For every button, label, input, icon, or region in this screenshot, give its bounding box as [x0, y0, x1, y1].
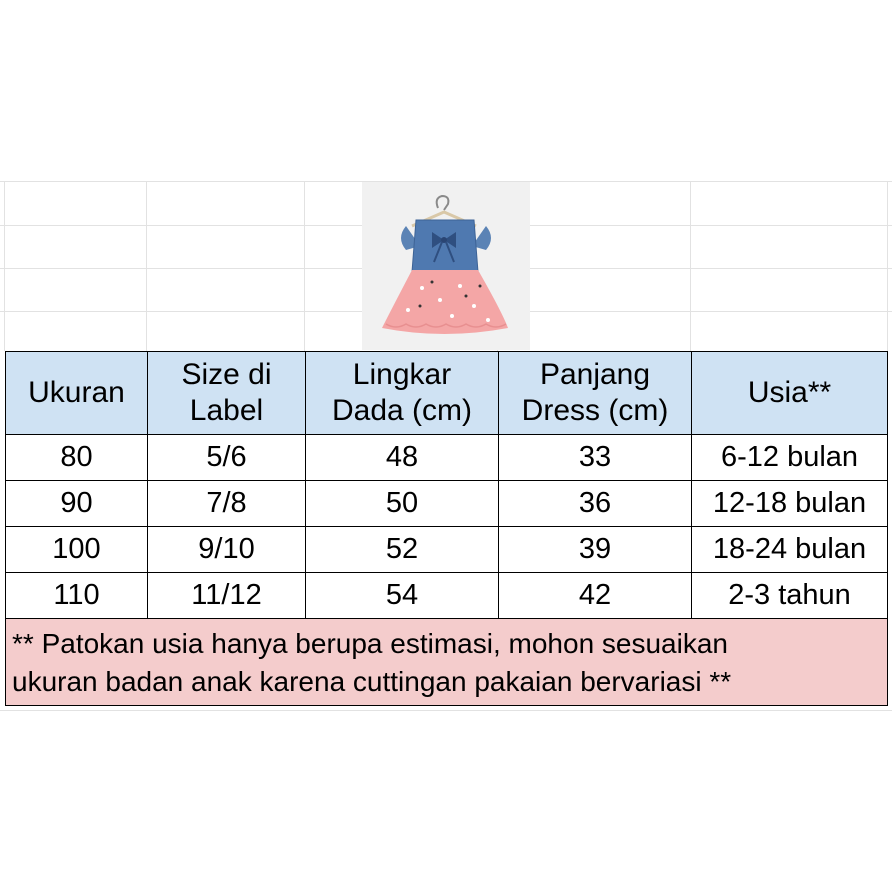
cell-panjang-dress: 36	[499, 481, 692, 527]
header-label: Size di	[181, 358, 272, 391]
header-label: Lingkar	[352, 358, 452, 391]
cell-panjang-dress: 39	[499, 527, 692, 573]
cell-lingkar-dada: 54	[306, 573, 499, 619]
header-label: Panjang	[539, 358, 651, 391]
header-panjang-dress	[499, 352, 692, 435]
table-row	[6, 481, 888, 527]
cell-usia: 6-12 bulan	[692, 435, 888, 481]
cell-ukuran: 80	[6, 435, 148, 481]
header-label: Usia**	[747, 376, 832, 409]
cell-ukuran: 90	[6, 481, 148, 527]
note-line: ukuran badan anak karena cuttingan pakaian bervariasi **	[12, 666, 732, 697]
cell-size-label: 5/6	[148, 435, 306, 481]
table-row	[6, 435, 888, 481]
header-row	[6, 352, 888, 435]
cell-size-label: 9/10	[148, 527, 306, 573]
cell-ukuran: 100	[6, 527, 148, 573]
cell-size-label: 7/8	[148, 481, 306, 527]
header-label: Label	[189, 394, 264, 427]
header-usia	[692, 352, 888, 435]
baby-dress-icon	[362, 182, 530, 350]
cell-lingkar-dada: 52	[306, 527, 499, 573]
cell-panjang-dress: 33	[499, 435, 692, 481]
header-label: Dada (cm)	[331, 394, 473, 427]
size-chart-table	[5, 351, 888, 706]
note-row	[6, 619, 888, 706]
table-row	[6, 573, 888, 619]
product-photo	[362, 182, 530, 350]
cell-size-label: 11/12	[148, 573, 306, 619]
cell-lingkar-dada: 48	[306, 435, 499, 481]
header-lingkar-dada	[306, 352, 499, 435]
gridline	[4, 181, 5, 351]
cell-ukuran: 110	[6, 573, 148, 619]
gridline	[887, 181, 888, 351]
note-line: ** Patokan usia hanya berupa estimasi, mohon sesuaikan	[12, 628, 728, 659]
gridline	[0, 710, 892, 711]
header-label: Dress (cm)	[521, 394, 669, 427]
cell-panjang-dress: 42	[499, 573, 692, 619]
gridline	[304, 181, 305, 351]
gridline	[690, 181, 691, 351]
cell-lingkar-dada: 50	[306, 481, 499, 527]
cell-usia: 2-3 tahun	[692, 573, 888, 619]
cell-usia: 18-24 bulan	[692, 527, 888, 573]
header-size-di-label	[148, 352, 306, 435]
age-estimate-note	[6, 619, 888, 706]
header-ukuran	[6, 352, 148, 435]
header-label: Ukuran	[28, 376, 125, 409]
table-row	[6, 527, 888, 573]
gridline	[146, 181, 147, 351]
cell-usia: 12-18 bulan	[692, 481, 888, 527]
